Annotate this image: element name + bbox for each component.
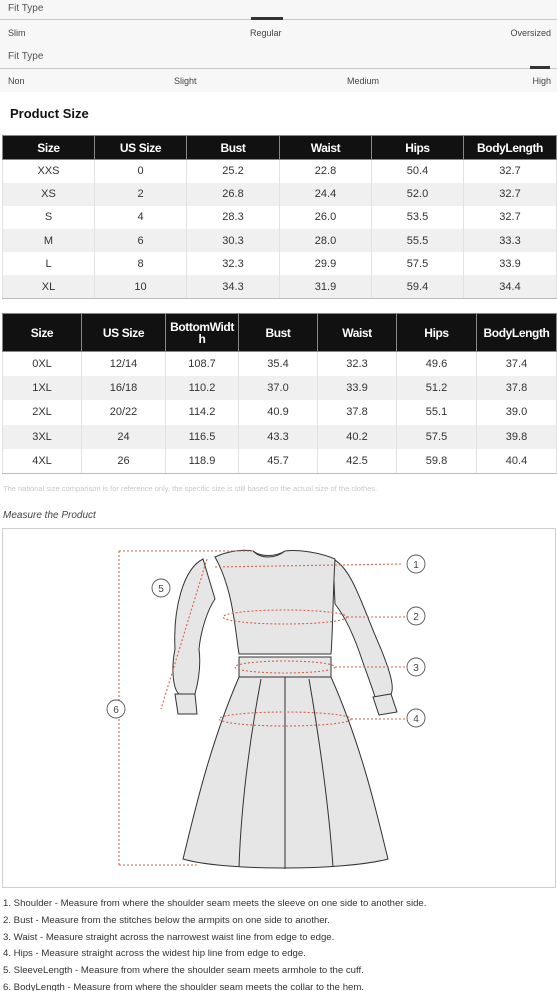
table-cell: 6: [95, 229, 187, 252]
fit-label-regular: Regular: [250, 28, 282, 38]
table-cell: 10: [95, 275, 187, 298]
fit-type-slim-regular: [0, 0, 557, 44]
table-cell: 12/14: [82, 352, 166, 376]
table-cell: 25.2: [187, 160, 280, 183]
table-cell: M: [3, 229, 95, 252]
table-cell: L: [3, 252, 95, 275]
table-cell: 57.5: [372, 252, 464, 275]
col-header-bodylength: BodyLength: [464, 136, 557, 160]
col-header-waist: Waist: [280, 136, 372, 160]
table-row: [3, 449, 557, 473]
table-header-row: [3, 314, 557, 352]
callout-label-3: 3: [413, 663, 419, 674]
fit-label-high: High: [532, 76, 551, 86]
fit-label-oversized: Oversized: [510, 28, 551, 38]
callout-label-5: 5: [158, 584, 164, 595]
table-cell: 20/22: [82, 400, 166, 424]
table-cell: 50.4: [372, 160, 464, 183]
table-cell: 114.2: [166, 400, 239, 424]
table-cell: 40.2: [318, 425, 397, 449]
col-header-us-size: US Size: [82, 314, 166, 352]
table-cell: 51.2: [397, 376, 477, 400]
col-header-hips: Hips: [397, 314, 477, 352]
fit-label-medium: Medium: [347, 76, 380, 86]
col-header-us-size: US Size: [95, 136, 187, 160]
table-row: [3, 206, 557, 229]
table-cell: 32.3: [318, 352, 397, 376]
table-cell: 34.3: [187, 275, 280, 298]
col-header-bottomwidth: BottomWidth: [166, 314, 239, 352]
table-cell: 33.9: [318, 376, 397, 400]
col-header-size: Size: [3, 314, 82, 352]
table-cell: 8: [95, 252, 187, 275]
table-cell: 55.5: [372, 229, 464, 252]
legend-item-shoulder: 1. Shoulder - Measure from where the shoulder seam meets the sleeve on one side to another side.: [3, 898, 427, 909]
table-cell: 39.8: [477, 425, 557, 449]
table-cell: 29.9: [280, 252, 372, 275]
table-cell: 57.5: [397, 425, 477, 449]
col-header-hips: Hips: [372, 136, 464, 160]
table-cell: XXS: [3, 160, 95, 183]
table-cell: 33.9: [464, 252, 557, 275]
legend-item-body-length: 6. BodyLength - Measure from where the shoulder seam meets the collar to the hem.: [3, 981, 365, 991]
table-cell: 40.9: [239, 400, 318, 424]
table-cell: 0: [95, 160, 187, 183]
callout-label-1: 1: [413, 560, 419, 571]
table-cell: 108.7: [166, 352, 239, 376]
table-cell: 55.1: [397, 400, 477, 424]
table-cell: 37.8: [477, 376, 557, 400]
col-header-bust: Bust: [239, 314, 318, 352]
table-cell: 59.4: [372, 275, 464, 298]
table-cell: 37.0: [239, 376, 318, 400]
table-cell: 35.4: [239, 352, 318, 376]
fit-label-non: Non: [8, 76, 25, 86]
fit-type-title: Fit Type: [8, 3, 44, 14]
table-row: [3, 425, 557, 449]
table-cell: 30.3: [187, 229, 280, 252]
table2-body: [3, 352, 557, 474]
table-row: [3, 376, 557, 400]
table-cell: 49.6: [397, 352, 477, 376]
fit-selected-marker: [530, 66, 550, 69]
table-cell: 24: [82, 425, 166, 449]
legend-item-waist: 3. Waist - Measure straight across the narrowest waist line from edge to edge.: [3, 931, 335, 943]
measurement-diagram: [2, 528, 556, 888]
size-reference-note: The national size comparison is for reference only, the specific size is still based on the actual size of the clothes.: [3, 484, 378, 493]
table-cell: 52.0: [372, 183, 464, 206]
right-sleeve: [333, 559, 392, 697]
table-cell: 4: [95, 206, 187, 229]
table-cell: 3XL: [3, 425, 82, 449]
fit-label-slim: Slim: [8, 28, 26, 38]
table-cell: 2: [95, 183, 187, 206]
table-cell: 32.3: [187, 252, 280, 275]
fit-type-title: Fit Type: [8, 51, 44, 62]
table-cell: 33.3: [464, 229, 557, 252]
table-cell: 40.4: [477, 449, 557, 473]
table-cell: 39.0: [477, 400, 557, 424]
table-cell: XL: [3, 275, 95, 298]
table-cell: 26.0: [280, 206, 372, 229]
measure-title: Measure the Product: [3, 510, 96, 521]
callout-label-2: 2: [413, 612, 419, 623]
fit-selected-marker: [251, 17, 283, 20]
table-cell: 22.8: [280, 160, 372, 183]
table-cell: 0XL: [3, 352, 82, 376]
table-cell: XS: [3, 183, 95, 206]
table-cell: 32.7: [464, 160, 557, 183]
col-header-bust: Bust: [187, 136, 280, 160]
col-header-waist: Waist: [318, 314, 397, 352]
table-row: [3, 229, 557, 252]
table-cell: S: [3, 206, 95, 229]
table-cell: 31.9: [280, 275, 372, 298]
size-table-plus: [2, 313, 557, 474]
fit-track: [0, 68, 557, 69]
fit-label-slight: Slight: [174, 76, 197, 86]
table-cell: 42.5: [318, 449, 397, 473]
table-cell: 4XL: [3, 449, 82, 473]
table-cell: 16/18: [82, 376, 166, 400]
legend-item-hips: 4. Hips - Measure straight across the widest hip line from edge to edge.: [3, 948, 306, 960]
table-cell: 28.3: [187, 206, 280, 229]
dress-illustration: [173, 550, 397, 869]
size-table-regular: [2, 135, 557, 299]
table-cell: 59.8: [397, 449, 477, 473]
product-size-title: Product Size: [10, 106, 89, 121]
table-cell: 45.7: [239, 449, 318, 473]
table-row: [3, 160, 557, 183]
table-row: [3, 252, 557, 275]
table-cell: 43.3: [239, 425, 318, 449]
col-header-size: Size: [3, 136, 95, 160]
legend-item-bust: 2. Bust - Measure from the stitches below the armpits on one side to another.: [3, 914, 330, 926]
callout-label-4: 4: [413, 714, 419, 725]
table-cell: 118.9: [166, 449, 239, 473]
table-cell: 37.8: [318, 400, 397, 424]
col-header-bodylength: BodyLength: [477, 314, 557, 352]
table-cell: 1XL: [3, 376, 82, 400]
table-cell: 32.7: [464, 183, 557, 206]
table-row: [3, 183, 557, 206]
table-cell: 26: [82, 449, 166, 473]
table-cell: 34.4: [464, 275, 557, 298]
table-cell: 24.4: [280, 183, 372, 206]
left-sleeve: [173, 559, 215, 694]
right-cuff: [373, 694, 397, 715]
left-cuff: [175, 694, 197, 714]
table-cell: 32.7: [464, 206, 557, 229]
callout-label-6: 6: [113, 705, 119, 716]
table-cell: 53.5: [372, 206, 464, 229]
fit-type-stretch: [0, 44, 557, 92]
table-cell: 116.5: [166, 425, 239, 449]
table-header-row: [3, 136, 557, 160]
table-cell: 2XL: [3, 400, 82, 424]
table-cell: 37.4: [477, 352, 557, 376]
table1-body: [3, 160, 557, 299]
table-cell: 110.2: [166, 376, 239, 400]
table-cell: 26.8: [187, 183, 280, 206]
measurement-legend: [3, 896, 555, 991]
waistband: [239, 657, 331, 677]
table-row: [3, 275, 557, 298]
table-row: [3, 352, 557, 376]
table-cell: 28.0: [280, 229, 372, 252]
legend-item-sleeve-length: 5. SleeveLength - Measure from where the shoulder seam meets armhole to the cuff.: [3, 965, 364, 977]
table-row: [3, 400, 557, 424]
dress-diagram-svg: [3, 529, 557, 889]
